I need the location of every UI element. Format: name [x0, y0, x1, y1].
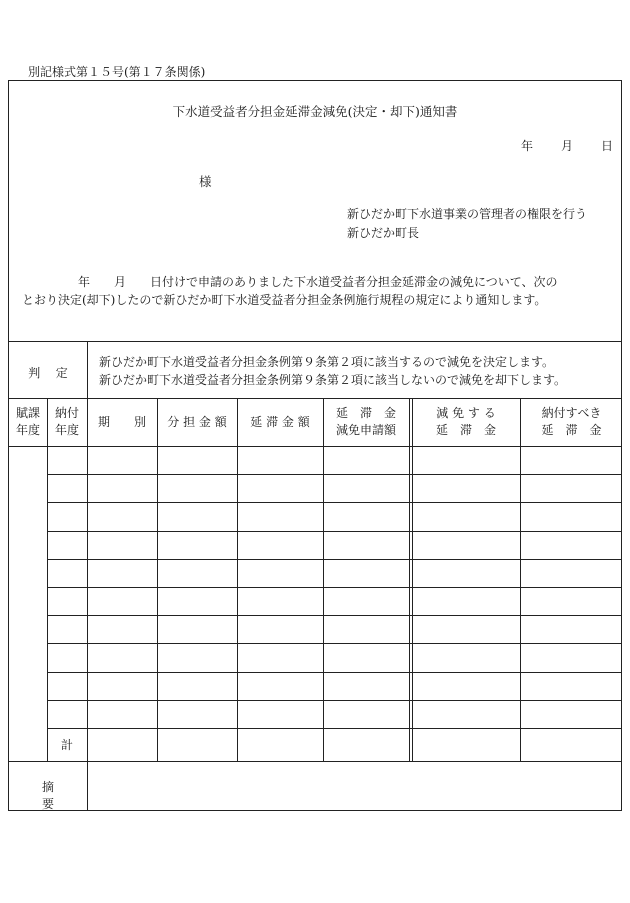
table-row-line: [47, 615, 621, 616]
table-row-line: [47, 559, 621, 560]
issuer-block: [347, 205, 587, 243]
table-row-line: [47, 531, 621, 532]
judgement-options: [99, 353, 566, 389]
divider-header-bottom: [9, 446, 621, 447]
form-number-caption: 別記様式第１５号(第１７条関係): [28, 65, 206, 79]
header-assessment-year: 賦課 年度: [15, 406, 40, 437]
issue-date: [521, 137, 613, 154]
col-line-4: [237, 398, 238, 761]
table-row-line: [47, 643, 621, 644]
col-line-6b: [412, 398, 413, 761]
form-title: 下水道受益者分担金延滞金減免(決定・却下)通知書: [172, 104, 458, 119]
col-line-1: [47, 398, 48, 761]
date-year-label: 年: [520, 139, 533, 153]
header-contribution-amount: 分 担 金 額: [167, 414, 227, 429]
date-month-label: 月: [560, 139, 573, 153]
col-line-2: [87, 398, 88, 811]
table-row-line: [47, 700, 621, 701]
col-line-6: [409, 398, 410, 761]
judgement-divider: [87, 341, 88, 398]
total-label: 計: [60, 738, 73, 752]
header-reduction-request: 延 滞 金 減免申請額: [335, 406, 396, 437]
header-reduced-late-fee: 減 免 す る 延 滞 金: [435, 406, 496, 437]
col-line-5: [323, 398, 324, 761]
header-late-fee-amount: 延 滞 金 額: [250, 414, 310, 429]
col-line-7: [520, 398, 521, 761]
notice-body: [22, 273, 622, 309]
table-row-line: [47, 672, 621, 673]
issuer-name: 新ひだか町長: [347, 226, 420, 240]
table-row-line: [47, 728, 621, 729]
table-row-line: [47, 502, 621, 503]
judgement-reject-option: 新ひだか町下水道受益者分担金条例第９条第２項に該当しないので減免を却下します。: [99, 373, 567, 387]
header-installment: 期 別: [97, 414, 146, 429]
notice-body-line-1: 年 月 日付けで申請のありました下水道受益者分担金延滞金の減免について、次の: [78, 275, 558, 289]
recipient-honorific: 様: [199, 174, 212, 189]
judgement-label: 判定: [28, 366, 84, 380]
issuer-title: 新ひだか町下水道事業の管理者の権限を行う: [347, 207, 588, 221]
header-payment-year: 納付 年度: [54, 406, 79, 437]
divider-remarks-top: [9, 761, 621, 762]
header-payable-late-fee: 納付すべき 延 滞 金: [541, 406, 602, 437]
remarks-label: 摘要: [41, 780, 81, 811]
divider-judgement-top: [9, 341, 621, 342]
judgement-approve-option: 新ひだか町下水道受益者分担金条例第９条第２項に該当するので減免を決定します。: [99, 355, 555, 369]
col-line-3: [157, 398, 158, 761]
table-row-line: [47, 587, 621, 588]
notice-body-line-2: とおり決定(却下)したので新ひだか町下水道受益者分担金条例施行規程の規定により通知します。: [22, 293, 547, 307]
notice-form: [8, 80, 622, 811]
table-row-line: [47, 474, 621, 475]
date-day-label: 日: [600, 139, 613, 153]
